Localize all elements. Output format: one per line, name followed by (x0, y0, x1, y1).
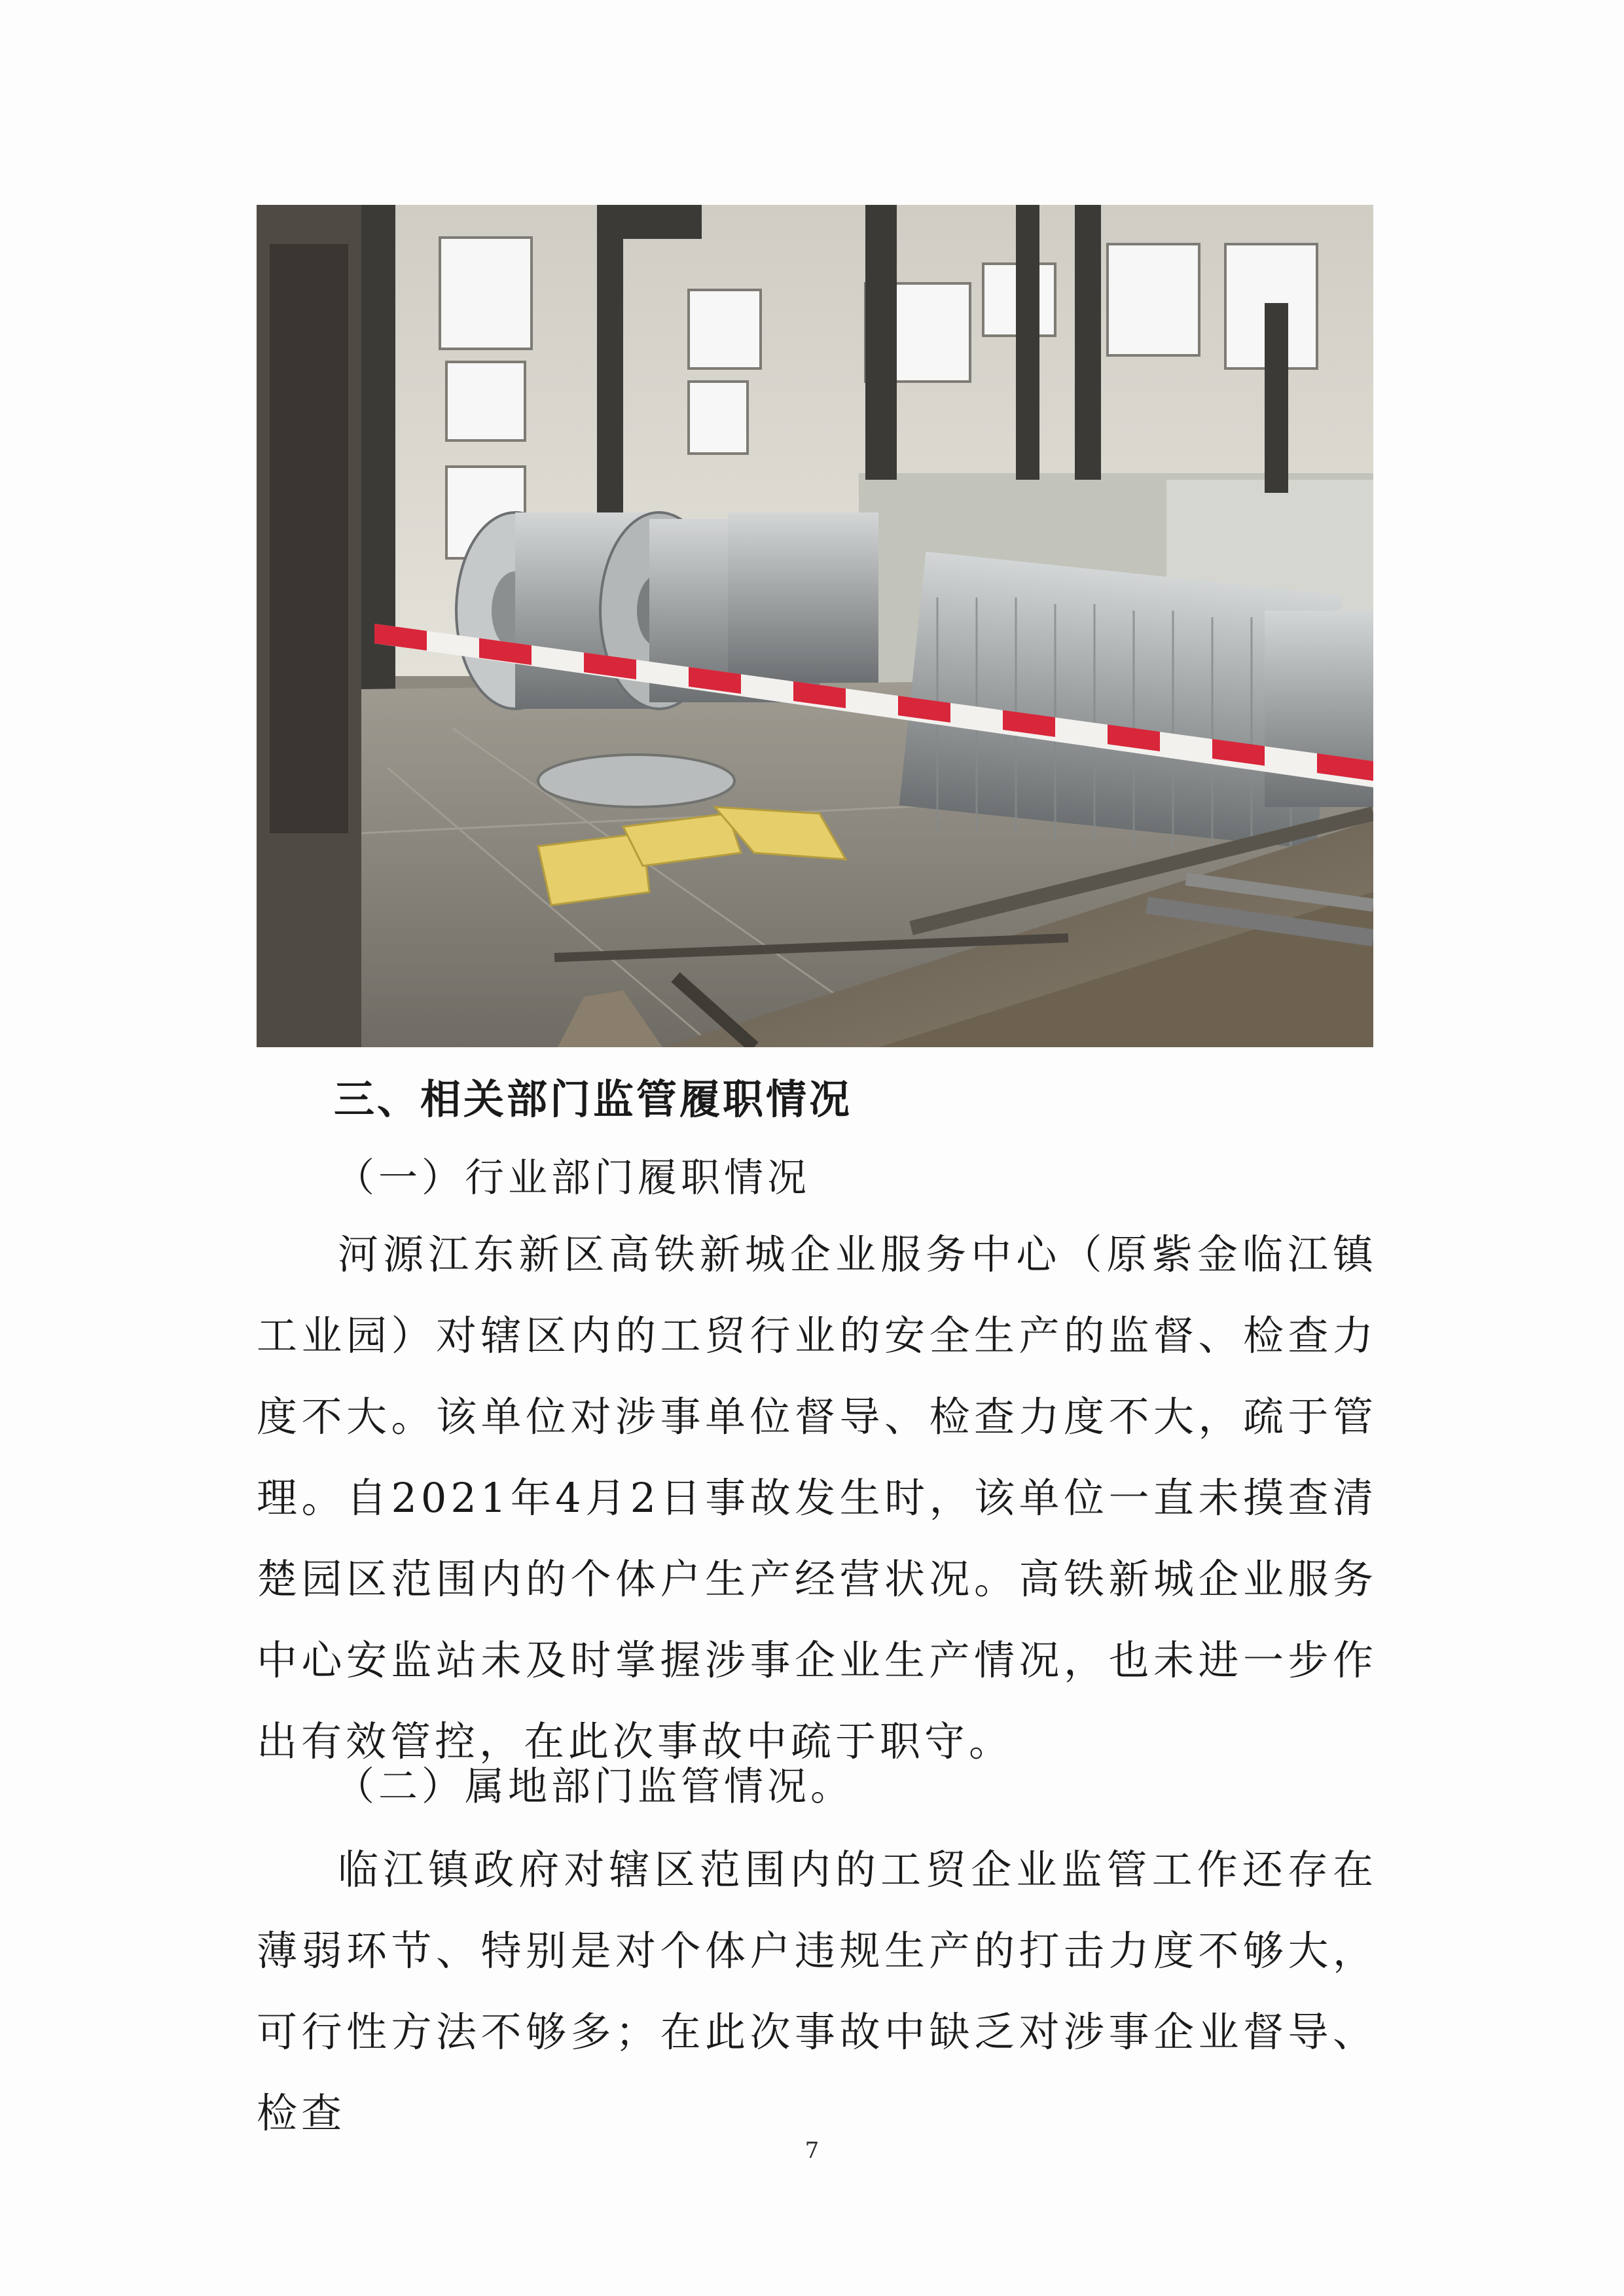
section-heading: 三、相关部门监管履职情况 (334, 1075, 853, 1123)
accident-scene-photo (257, 205, 1373, 1047)
subsection-1-title: （一）行业部门履职情况 (335, 1155, 810, 1201)
page-number: 7 (804, 2138, 820, 2164)
subsection-1-paragraph: 河源江东新区高铁新城企业服务中心（原紫金临江镇工业园）对辖区内的工贸行业的安全生产的监督、检查力度不大。该单位对涉事单位督导、检查力度不大，疏于管理。自2021年4月2日事故发生时，该单位一直未摸查清楚园区范围内的个体户生产经营状况。高铁新城企业服务中心安监站未及时掌握涉事企业生产情况，也未进一步作出有效管控，在此次事故中疏于职守。 (257, 1230, 1377, 1765)
subsection-2-paragraph: 临江镇政府对辖区范围内的工贸企业监管工作还存在薄弱环节、特别是对个体户违规生产的打击力度不够大，可行性方法不够多；在此次事故中缺乏对涉事企业督导、检查 (257, 1846, 1377, 2137)
subsection-2-title: （二）属地部门监管情况。 (335, 1764, 854, 1810)
accident-scene-illustration (257, 205, 1373, 1047)
